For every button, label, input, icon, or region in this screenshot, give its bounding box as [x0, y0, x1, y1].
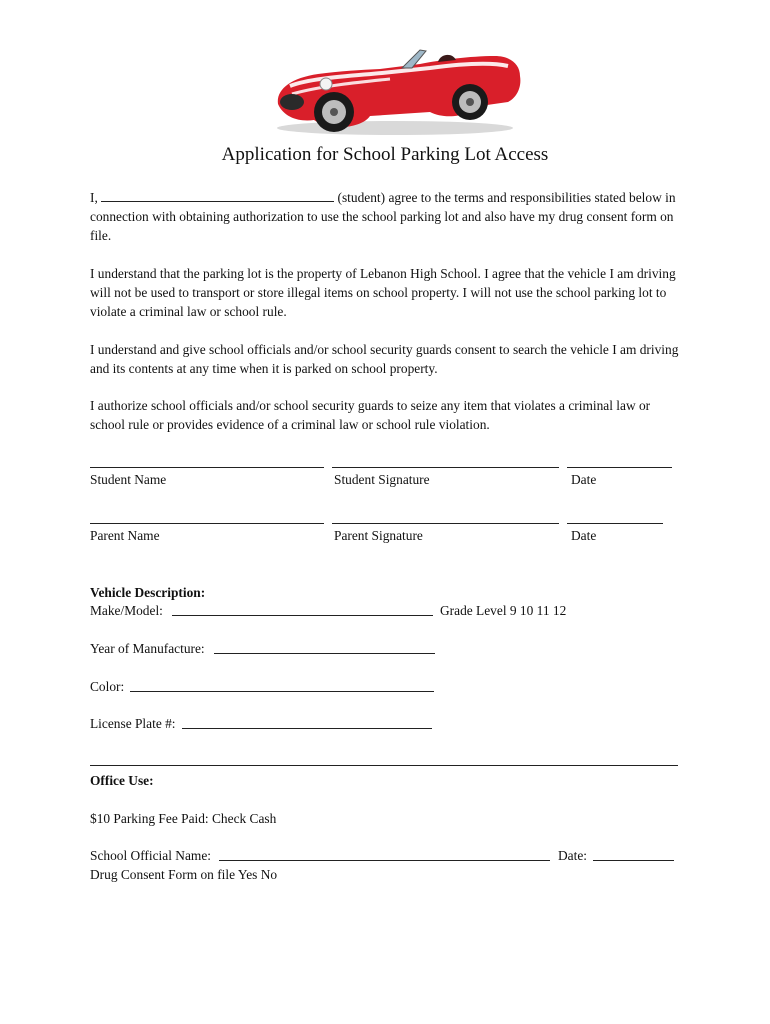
student-name-line[interactable]	[90, 467, 324, 468]
parent-name-label: Parent Name	[90, 528, 160, 543]
year-of-manufacture-field[interactable]	[214, 653, 435, 654]
parent-signature-line[interactable]	[332, 523, 559, 524]
parent-name-line[interactable]	[90, 523, 324, 524]
paragraph-search-consent: I understand and give school officials and/or school security guards consent to search the vehicle I am driving and its contents at any time when it is parked on school property.	[90, 342, 679, 376]
school-official-name-label: School Official Name:	[90, 848, 211, 863]
official-date-label: Date:	[558, 848, 587, 863]
grade-level-options[interactable]: Grade Level 9 10 11 12	[440, 603, 567, 618]
paragraph-parking-property: I understand that the parking lot is the property of Lebanon High School. I agree that the vehicle I am driving will not be used to transport or store illegal items on school property. I will not use the school parking lot to violate a criminal law or school rule.	[90, 266, 676, 319]
student-signature-label: Student Signature	[334, 472, 430, 487]
red-sports-car-logo	[270, 42, 525, 137]
make-model-field[interactable]	[172, 615, 433, 616]
paragraph-seize-items: I authorize school officials and/or school security guards to seize any item that violates a criminal law or school rule or provides evidence of a criminal law or school rule violation.	[90, 398, 651, 432]
parking-fee-paid-options[interactable]: $10 Parking Fee Paid: Check Cash	[90, 811, 277, 826]
date-label-1: Date	[571, 472, 597, 487]
date-label-2: Date	[571, 528, 597, 543]
date-line-1[interactable]	[567, 467, 672, 468]
vehicle-description-heading: Vehicle Description:	[90, 585, 206, 600]
make-model-label: Make/Model:	[90, 603, 163, 618]
intro-prefix: I,	[90, 190, 102, 205]
student-name-label: Student Name	[90, 472, 167, 487]
intro-rest: (student) agree to the terms and responsibilities stated below in connection with obtaining authorization to use the school parking lot and also have my drug consent form on file.	[90, 190, 676, 243]
intro-paragraph	[90, 188, 682, 245]
school-official-name-field[interactable]	[219, 860, 550, 861]
color-field[interactable]	[130, 691, 434, 692]
color-label: Color:	[90, 679, 125, 694]
student-name-blank[interactable]	[101, 189, 334, 202]
form-title: Application for School Parking Lot Access	[221, 144, 549, 165]
year-of-manufacture-label: Year of Manufacture:	[90, 641, 205, 656]
drug-consent-options[interactable]: Drug Consent Form on file Yes No	[90, 867, 278, 882]
license-plate-field[interactable]	[182, 728, 432, 729]
office-use-heading: Office Use:	[90, 773, 154, 788]
parent-signature-label: Parent Signature	[334, 528, 423, 543]
license-plate-label: License Plate #:	[90, 716, 176, 731]
office-use-divider	[90, 765, 678, 766]
date-line-2[interactable]	[567, 523, 663, 524]
student-signature-line[interactable]	[332, 467, 559, 468]
official-date-field[interactable]	[593, 860, 674, 861]
